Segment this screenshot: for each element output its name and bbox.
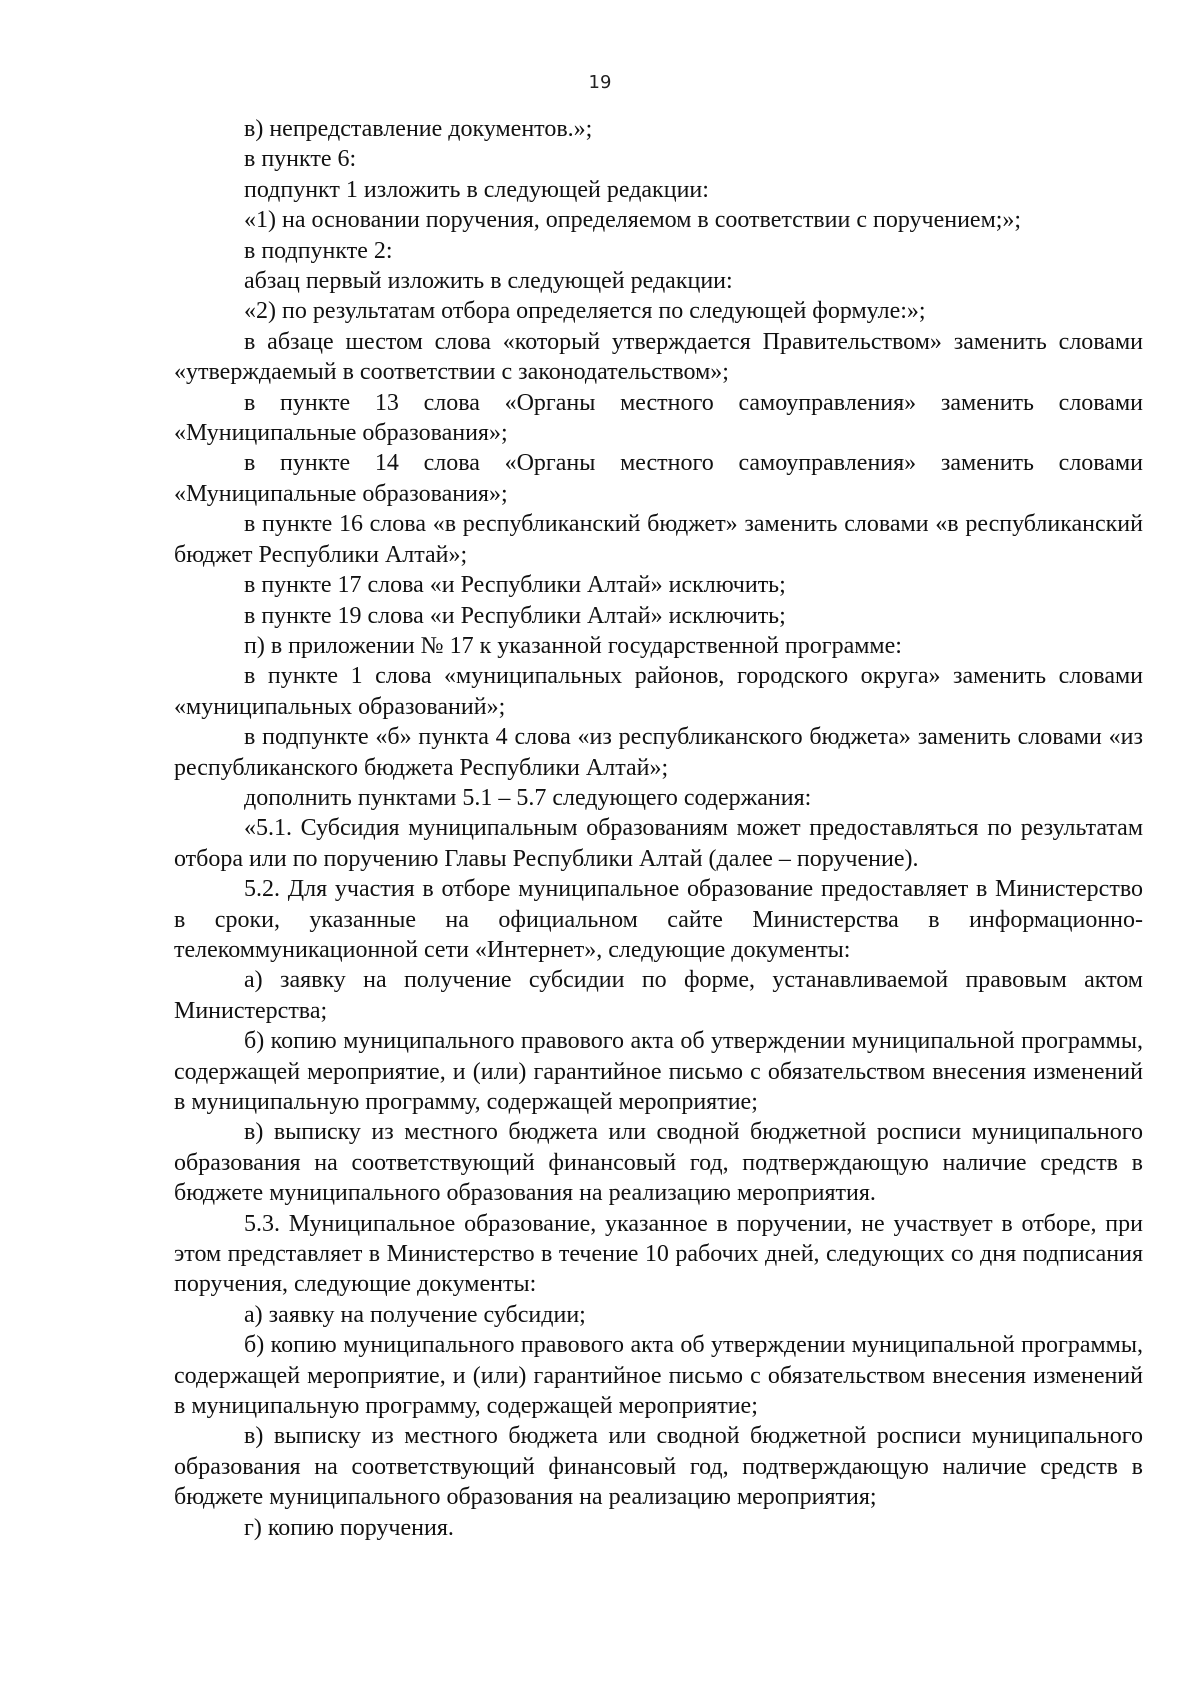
paragraph: 5.2. Для участия в отборе муниципальное образование предоставляет в Министерство в сроки, указанные на официальном сайте Министерства в информационно- телекоммуникационной сети «Интернет», следующие документы: — [174, 876, 1143, 963]
page-number: 19 — [588, 72, 612, 93]
paragraph: в) выписку из местного бюджета или сводной бюджетной росписи муниципального образования на соответствующий финансовый год, подтверждающую наличие средств в бюджете муниципального образования на реализацию мероприятия. — [174, 1119, 1143, 1207]
paragraph: абзац первый изложить в следующей редакции: — [244, 268, 733, 295]
paragraph: а) заявку на получение субсидии по форме, устанавливаемой правовым актом Министерства; — [174, 967, 1143, 1024]
paragraph: в пункте 19 слова «и Республики Алтай» исключить; — [244, 602, 786, 629]
document-body — [174, 114, 1143, 1543]
paragraph: б) копию муниципального правового акта об утверждении муниципальной программы, содержащей мероприятие, и (или) гарантийное письмо с обязательством внесения изменений в муниципальную программу, содержащей мероприятие; — [174, 1332, 1143, 1420]
paragraph: в) непредставление документов.»; — [244, 116, 593, 142]
paragraph: в пункте 17 слова «и Республики Алтай» исключить; — [244, 572, 786, 599]
paragraph: б) копию муниципального правового акта об утверждении муниципальной программы, содержащей мероприятие, и (или) гарантийное письмо с обязательством внесения изменений в муниципальную программу, содержащей мероприятие; — [174, 1028, 1143, 1115]
paragraph: дополнить пунктами 5.1 – 5.7 следующего содержания: — [244, 784, 812, 811]
paragraph: «1) на основании поручения, определяемом в соответствии с поручением;»; — [244, 207, 1022, 234]
paragraph: в пункте 1 слова «муниципальных районов, городского округа» заменить словами «муниципальных образований»; — [174, 663, 1143, 720]
paragraph: подпункт 1 изложить в следующей редакции: — [244, 176, 709, 203]
paragraph: в пункте 13 слова «Органы местного самоуправления» заменить словами «Муниципальные образования»; — [174, 389, 1143, 447]
paragraph: в подпункте «б» пункта 4 слова «из республиканского бюджета» заменить словами «из республиканского бюджета Республики Алтай»; — [174, 724, 1143, 781]
paragraph: «2) по результатам отбора определяется по следующей формуле:»; — [244, 298, 926, 325]
paragraph: в пункте 14 слова «Органы местного самоуправления» заменить словами «Муниципальные образования»; — [174, 450, 1143, 507]
paragraph: в абзаце шестом слова «который утверждается Правительством» заменить словами «утверждаемый в соответствии с законодательством»; — [174, 328, 1143, 386]
paragraph: в) выписку из местного бюджета или сводной бюджетной росписи муниципального образования на соответствующий финансовый год, подтверждающую наличие средств в бюджете муниципального образования на реализацию мероприятия; — [174, 1423, 1143, 1511]
paragraph: в пункте 16 слова «в республиканский бюджет» заменить словами «в республиканский бюджет Республики Алтай»; — [174, 511, 1143, 568]
paragraph: г) копию поручения. — [244, 1514, 454, 1541]
paragraph: а) заявку на получение субсидии; — [244, 1301, 586, 1328]
paragraph: «5.1. Субсидия муниципальным образованиям может предоставляться по результатам отбора или по поручению Главы Республики Алтай (далее – поручение). — [174, 815, 1143, 872]
paragraph: п) в приложении № 17 к указанной государственной программе: — [244, 632, 902, 659]
paragraph: в пункте 6: — [244, 146, 357, 173]
paragraph: в подпункте 2: — [244, 237, 393, 264]
paragraph: 5.3. Муниципальное образование, указанное в поручении, не участвует в отборе, при этом представляет в Министерство в течение 10 рабочих дней, следующих со дня подписания поручения, следующие документы: — [174, 1210, 1143, 1298]
